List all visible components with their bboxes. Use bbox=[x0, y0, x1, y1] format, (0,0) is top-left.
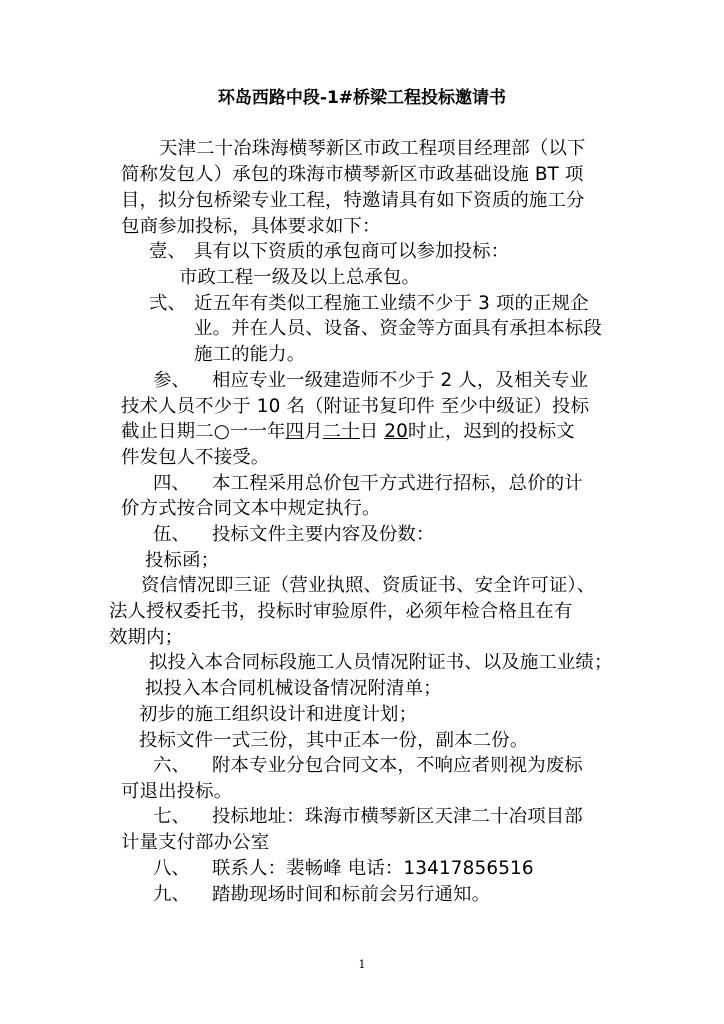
section-4-line-2: 价方式按合同文本中规定执行。 bbox=[121, 498, 381, 519]
deadline-month-unit: 月 bbox=[304, 421, 323, 442]
section-6-line-2: 可退出投标。 bbox=[121, 781, 233, 802]
intro-line-2: 简称发包人）承包的珠海市横琴新区市政基础设施 BT 项 bbox=[121, 164, 584, 185]
section-5-item-3: 法人授权委托书，投标时审验原件，必须年检合格且在有 bbox=[109, 601, 573, 622]
section-7-number: 七、 bbox=[153, 806, 191, 827]
deadline-month: 四 bbox=[285, 421, 305, 442]
section-9-text: 踏勘现场时间和标前会另行通知。 bbox=[212, 884, 491, 905]
section-2-line-2: 业。并在人员、设备、资金等方面具有承担本标段 bbox=[194, 318, 602, 339]
section-5-item-1: 投标函； bbox=[145, 550, 220, 571]
deadline-day-unit: 日 bbox=[359, 421, 379, 442]
section-5-item-8: 投标文件一式三份，其中正本一份，副本二份。 bbox=[139, 730, 529, 751]
section-7-line-1: 投标地址：珠海市横琴新区天津二十冶项目部 bbox=[212, 806, 583, 827]
deadline-hour: 20 bbox=[384, 421, 408, 442]
section-2-line-1: 近五年有类似工程施工业绩不少于 3 项的正规企 bbox=[194, 293, 589, 314]
intro-line-1: 天津二十冶珠海横琴新区市政工程项目经理部（以下 bbox=[159, 138, 586, 159]
deadline-suffix: 时止，迟到的投标文 bbox=[407, 421, 575, 442]
section-5-item-7: 初步的施工组织设计和进度计划； bbox=[139, 704, 418, 725]
deadline-line-2: 件发包人不接受。 bbox=[121, 447, 270, 468]
document-title: 环岛西路中段-1#桥梁工程投标邀请书 bbox=[217, 88, 507, 108]
page-number: 1 bbox=[358, 958, 366, 971]
section-8-number: 八、 bbox=[153, 858, 191, 879]
section-1-text: 具有以下资质的承包商可以参加投标： bbox=[194, 241, 510, 262]
section-4-number: 四、 bbox=[153, 473, 191, 494]
section-5-item-2: 资信情况即三证（营业执照、资质证书、安全许可证）、 bbox=[141, 575, 596, 596]
deadline-prefix: 截止日期二○一一年 bbox=[121, 421, 286, 442]
section-7-line-2: 计量支付部办公室 bbox=[121, 832, 270, 853]
section-5-number: 伍、 bbox=[153, 524, 191, 545]
section-2-number: 弍、 bbox=[149, 293, 187, 314]
section-6-number: 六、 bbox=[153, 755, 191, 776]
intro-line-3: 目，拟分包桥梁专业工程，特邀请具有如下资质的施工分 bbox=[121, 190, 585, 211]
section-5-item-4: 效期内； bbox=[109, 627, 184, 648]
intro-line-4: 包商参加投标，具体要求如下： bbox=[121, 216, 381, 237]
section-2-line-3: 施工的能力。 bbox=[194, 344, 306, 365]
section-4-line-1: 本工程采用总价包干方式进行招标，总价的计 bbox=[212, 473, 583, 494]
section-8-contact: 联系人：裴畅峰 电话：13417856516 bbox=[212, 858, 534, 879]
section-5-text: 投标文件主要内容及份数： bbox=[212, 524, 435, 545]
deadline-day: 二十 bbox=[322, 421, 360, 442]
section-9-number: 九、 bbox=[153, 884, 191, 905]
section-5-item-5: 拟投入本合同标段施工人员情况附证书、以及施工业绩； bbox=[149, 652, 613, 673]
section-6-line-1: 附本专业分包合同文本，不响应者则视为废标 bbox=[212, 755, 583, 776]
section-3-line-1: 相应专业一级建造师不少于 2 人，及相关专业 bbox=[212, 370, 589, 391]
section-3-line-2: 技术人员不少于 10 名（附证书复印件 至少中级证）投标 bbox=[121, 396, 590, 417]
section-3-number: 参、 bbox=[153, 370, 191, 391]
section-1-detail: 市政工程一级及以上总承包。 bbox=[179, 267, 421, 288]
deadline-line bbox=[121, 420, 575, 444]
section-5-item-6: 拟投入本合同机械设备情况附清单； bbox=[145, 678, 442, 699]
section-1-number: 壹、 bbox=[149, 241, 187, 262]
